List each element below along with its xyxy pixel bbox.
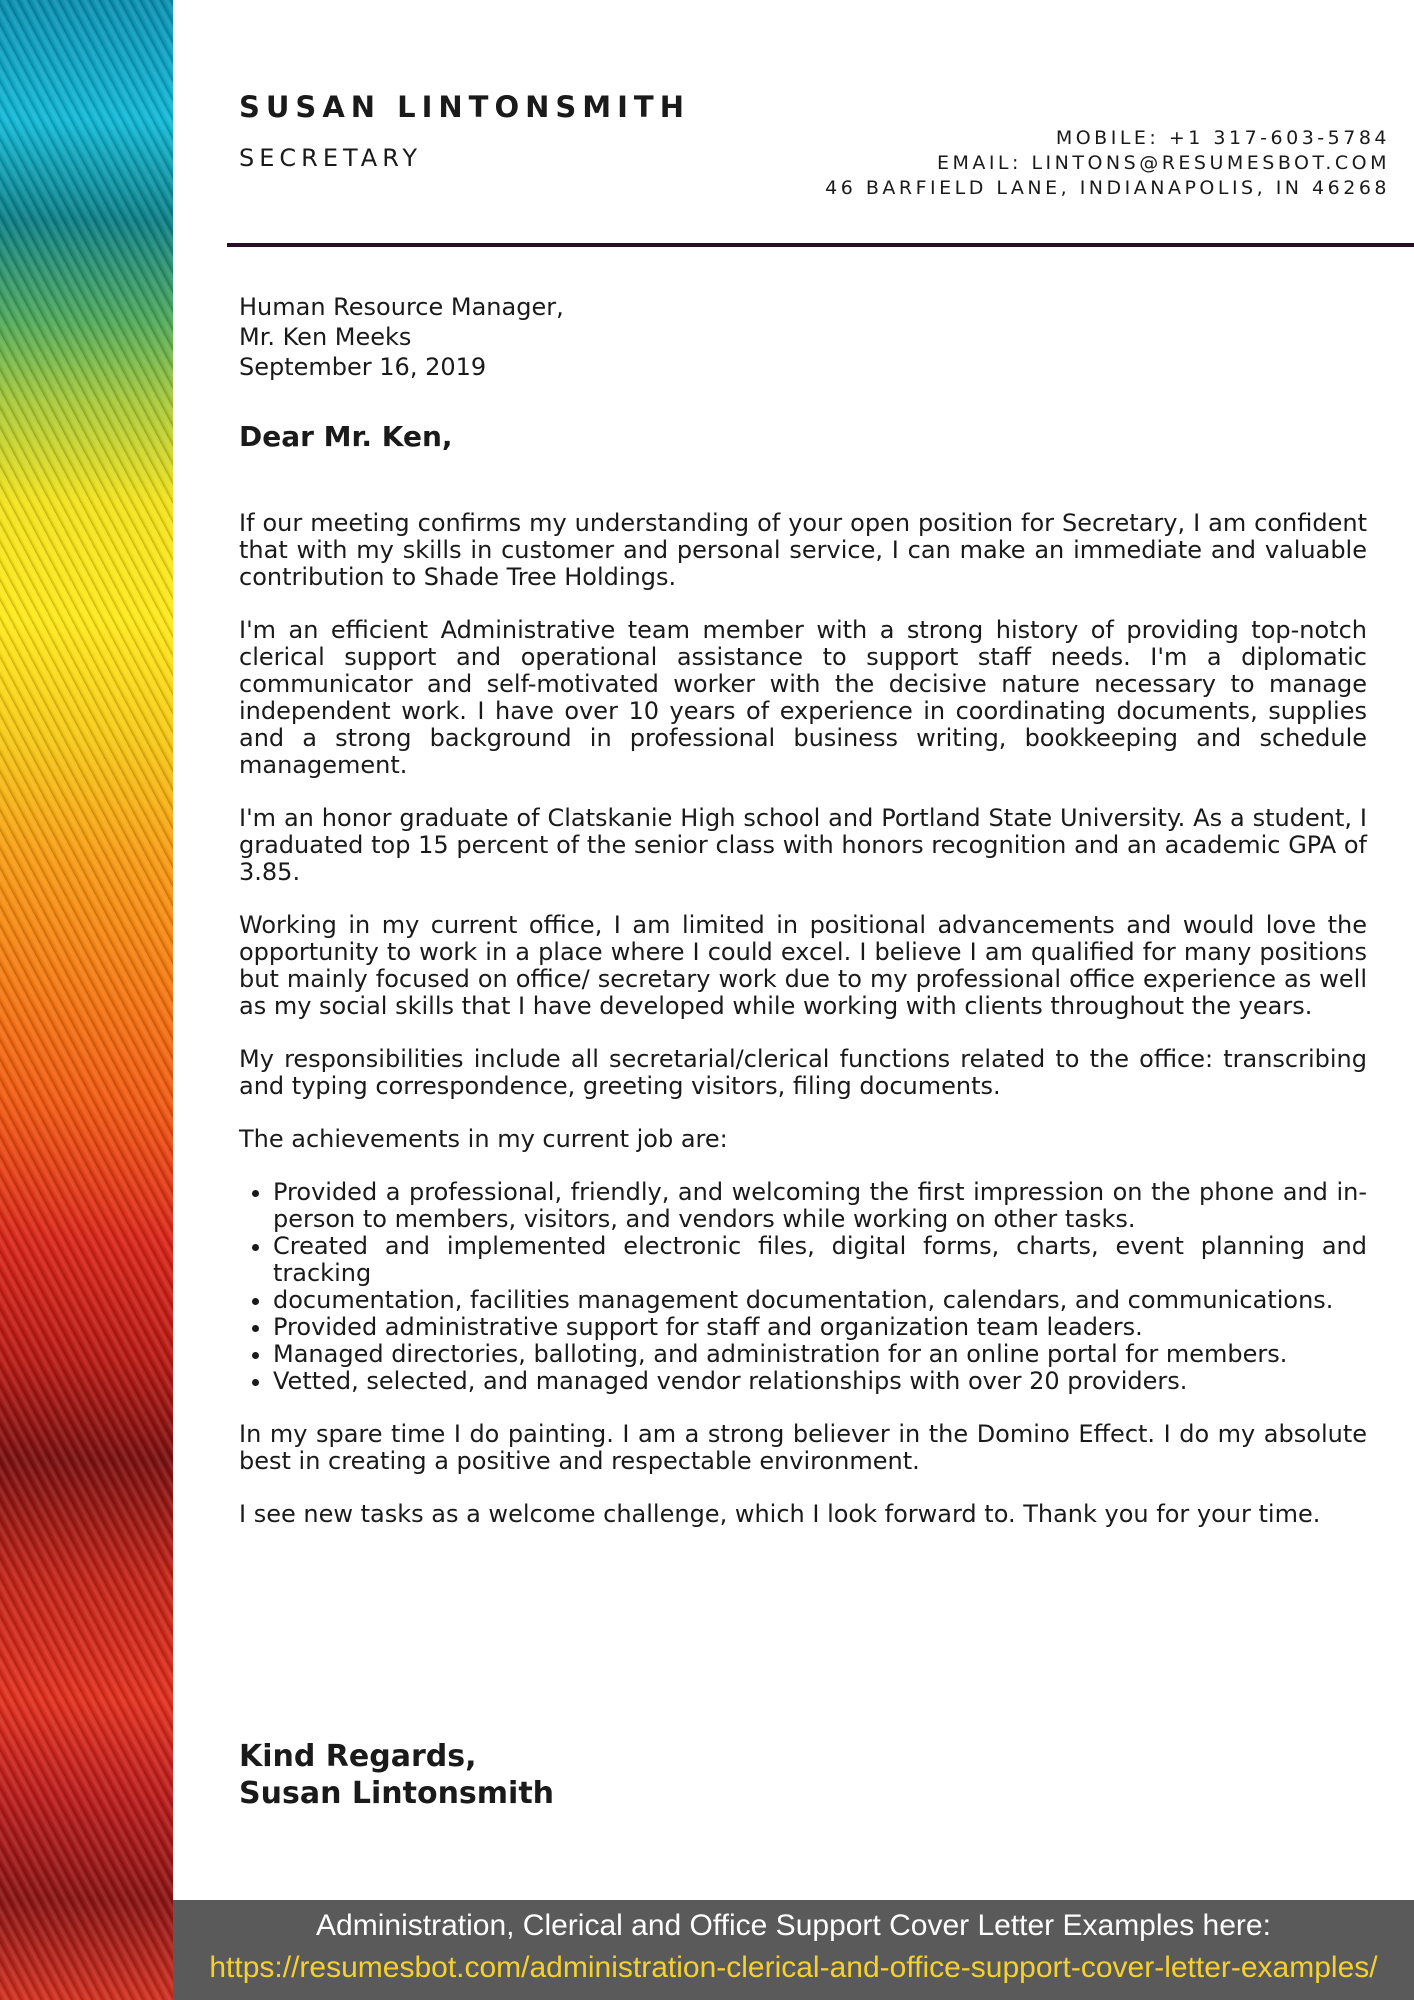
footer-link[interactable]: https://resumesbot.com/administration-clerical-and-office-support-cover-letter-examples/: [209, 1951, 1378, 1984]
signoff-name: Susan Lintonsmith: [239, 1776, 555, 1811]
letter-body: [239, 510, 1367, 1554]
body-paragraph: My responsibilities include all secretarial/clerical functions related to the office: transcribing and typing correspondence, greeting visitors, filing documents.: [239, 1045, 1367, 1100]
contact-mobile: MOBILE: +1 317-603-5784: [1055, 127, 1390, 149]
footer-title: Administration, Clerical and Office Support Cover Letter Examples here:: [316, 1909, 1271, 1942]
body-paragraph: I'm an honor graduate of Clatskanie High school and Portland State University. As a student, I graduated top 15 percent of the senior class with honors recognition and an academic GPA of 3.85.: [239, 804, 1367, 886]
recipient-block: [239, 292, 564, 382]
signoff-regards: Kind Regards,: [239, 1739, 477, 1774]
decorative-color-stripe: [0, 0, 173, 2000]
achievement-item: • Provided administrative support for staff and organization team leaders.: [273, 1314, 1367, 1341]
achievements-intro: The achievements in my current job are:: [239, 1125, 728, 1153]
applicant-title: SECRETARY: [239, 144, 423, 172]
contact-block: [825, 126, 1390, 201]
closing-paragraph: In my spare time I do painting. I am a strong believer in the Domino Effect. I do my absolute best in creating a positive and respectable environment.: [239, 1420, 1367, 1475]
body-paragraph: I'm an efficient Administrative team member with a strong history of providing top-notch clerical support and operational assistance to support staff needs. I'm a diplomatic communicator and self-motivated worker with the decisive nature necessary to manage independent work. I have over 10 years of experience in coordinating documents, supplies and a strong background in professional business writing, bookkeeping and schedule management.: [239, 616, 1367, 779]
salutation: Dear Mr. Ken,: [239, 420, 453, 453]
body-paragraph: Working in my current office, I am limited in positional advancements and would love the opportunity to work in a place where I could excel. I believe I am qualified for many positions but mainly focused on office/ secretary work due to my professional office experience as well as my social skills that I have developed while working with clients throughout the years.: [239, 911, 1367, 1020]
recipient-role: Human Resource Manager,: [239, 293, 564, 321]
achievements-list: [239, 1179, 1367, 1395]
achievement-item: • Managed directories, balloting, and administration for an online portal for members.: [273, 1341, 1367, 1368]
contact-address: 46 BARFIELD LANE, INDIANAPOLIS, IN 46268: [825, 177, 1390, 199]
recipient-name: Mr. Ken Meeks: [239, 323, 412, 351]
body-paragraph: If our meeting confirms my understanding of your open position for Secretary, I am confident that with my skills in customer and personal service, I can make an immediate and valuable contribution to Shade Tree Holdings.: [239, 509, 1367, 591]
letter-date: September 16, 2019: [239, 353, 487, 381]
achievement-item: • Created and implemented electronic files, digital forms, charts, event planning and tracking: [273, 1233, 1367, 1287]
achievement-item: • Provided a professional, friendly, and welcoming the first impression on the phone and in-person to members, visitors, and vendors while working on other tasks.: [273, 1179, 1367, 1233]
achievement-item: • documentation, facilities management documentation, calendars, and communications.: [273, 1287, 1367, 1314]
contact-email: EMAIL: LINTONS@RESUMESBOT.COM: [936, 152, 1390, 174]
applicant-name: SUSAN LINTONSMITH: [239, 90, 690, 124]
header-divider: [227, 243, 1414, 247]
footer-banner: [173, 1900, 1414, 2000]
signoff-block: [239, 1738, 554, 1812]
achievement-item: • Vetted, selected, and managed vendor relationships with over 20 providers.: [273, 1368, 1367, 1395]
closing-paragraph: I see new tasks as a welcome challenge, which I look forward to. Thank you for your time.: [239, 1500, 1321, 1528]
